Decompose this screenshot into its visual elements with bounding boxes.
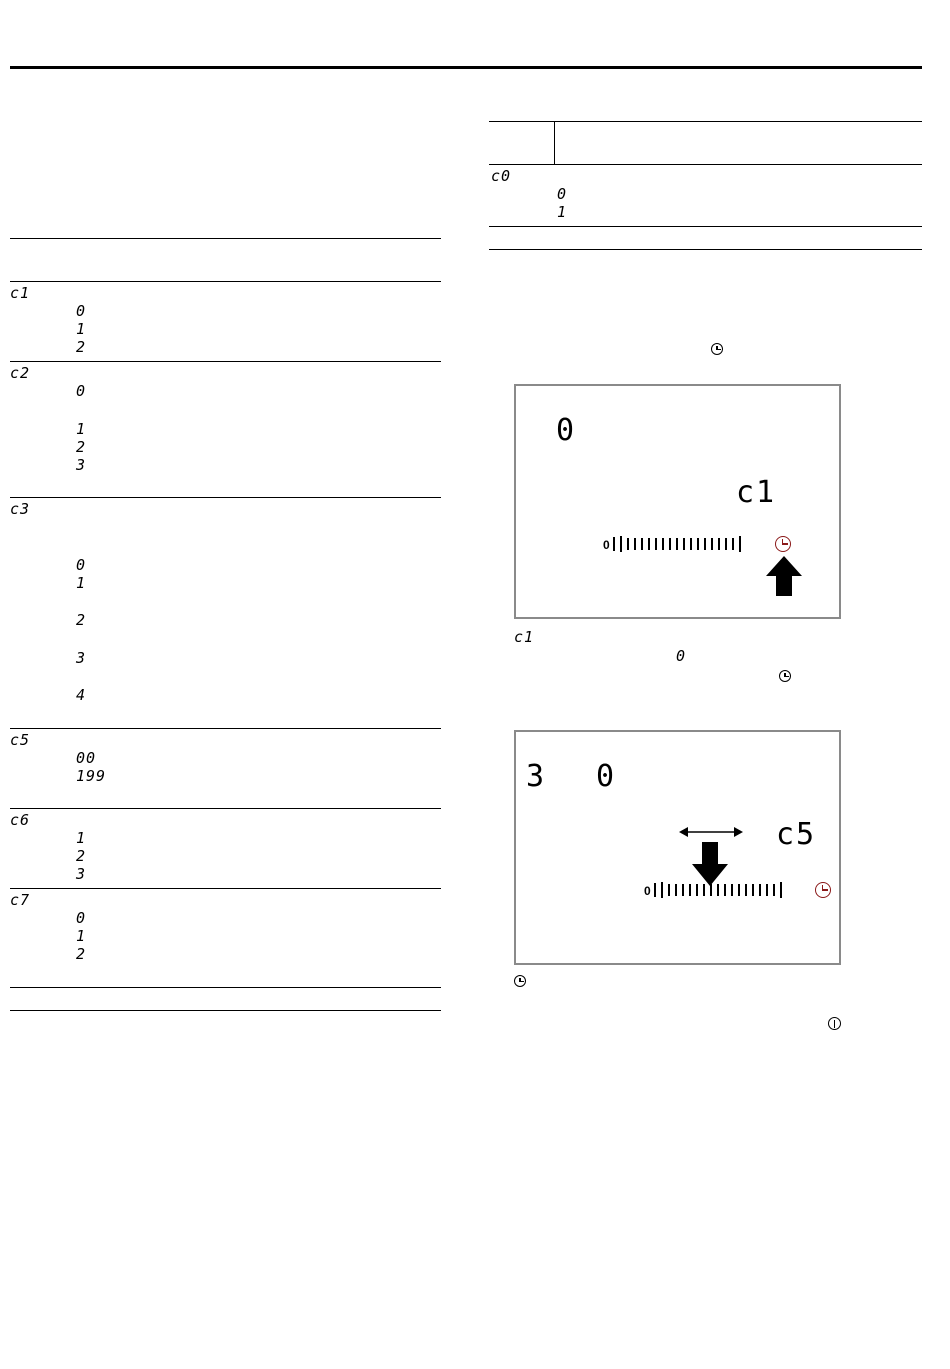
zone-display: 0 xyxy=(556,413,577,448)
option-value: 0 xyxy=(76,909,87,927)
section-rule xyxy=(10,888,441,889)
table-top-rule xyxy=(10,238,441,239)
table-header-rule xyxy=(489,164,922,165)
setting-code-c0: c0 xyxy=(491,167,512,185)
option-value: 1 xyxy=(76,927,87,945)
control-panel-illustration-2 xyxy=(514,730,841,965)
option-value: 1 xyxy=(76,320,87,338)
option-value: 0 xyxy=(76,382,87,400)
double-arrow-icon xyxy=(678,824,744,840)
setting-code-c3: c3 xyxy=(10,500,31,518)
option-value: 00 xyxy=(76,749,97,767)
setting-code-c5: c5 xyxy=(10,731,31,749)
clock-icon xyxy=(779,670,791,682)
control-panel-illustration-1 xyxy=(514,384,841,619)
option-value: 2 xyxy=(76,338,87,356)
clock-icon xyxy=(514,975,526,987)
touch-slider-scale xyxy=(613,536,746,552)
option-value: 3 xyxy=(76,649,87,667)
setting-code-c7: c7 xyxy=(10,891,31,909)
option-value: 0 xyxy=(557,185,568,203)
setting-code-display: c5 xyxy=(776,817,817,852)
section-rule xyxy=(10,987,441,988)
option-value: 0 xyxy=(76,556,87,574)
page-top-rule xyxy=(10,66,922,69)
option-value: 1 xyxy=(76,574,87,592)
setting-code-c2: c2 xyxy=(10,364,31,382)
section-rule xyxy=(489,226,922,227)
touch-slider-scale xyxy=(654,882,787,898)
scale-zero-label: 0 xyxy=(644,884,651,898)
clock-icon[interactable] xyxy=(815,882,831,898)
section-rule xyxy=(10,728,441,729)
table-bottom-rule xyxy=(489,249,922,250)
option-value: 1 xyxy=(76,420,87,438)
option-value: 2 xyxy=(76,945,87,963)
option-value: 0 xyxy=(76,302,87,320)
column-divider xyxy=(554,121,555,164)
option-value: 3 xyxy=(76,456,87,474)
scale-zero-label: 0 xyxy=(603,538,610,552)
section-rule xyxy=(10,361,441,362)
option-value: 199 xyxy=(76,767,107,785)
section-rule xyxy=(10,808,441,809)
up-arrow-icon xyxy=(764,554,804,598)
left-digit-display: 3 xyxy=(526,759,547,794)
clock-icon xyxy=(711,343,723,355)
option-value: 2 xyxy=(76,611,87,629)
option-value: 1 xyxy=(76,829,87,847)
setting-code-display: c1 xyxy=(736,475,777,510)
setting-code-c6: c6 xyxy=(10,811,31,829)
section-rule xyxy=(10,497,441,498)
table-bottom-rule xyxy=(10,1010,441,1011)
setting-code-c1: c1 xyxy=(514,628,535,646)
option-value: 0 xyxy=(676,647,687,665)
power-icon xyxy=(828,1017,841,1030)
option-value: 4 xyxy=(76,686,87,704)
table-header-rule xyxy=(10,281,441,282)
setting-code-c1: c1 xyxy=(10,284,31,302)
option-value: 1 xyxy=(557,203,568,221)
option-value: 2 xyxy=(76,438,87,456)
option-value: 2 xyxy=(76,847,87,865)
option-value: 3 xyxy=(76,865,87,883)
clock-icon[interactable] xyxy=(775,536,791,552)
down-arrow-icon xyxy=(690,840,730,888)
zone-display: 0 xyxy=(596,759,617,794)
